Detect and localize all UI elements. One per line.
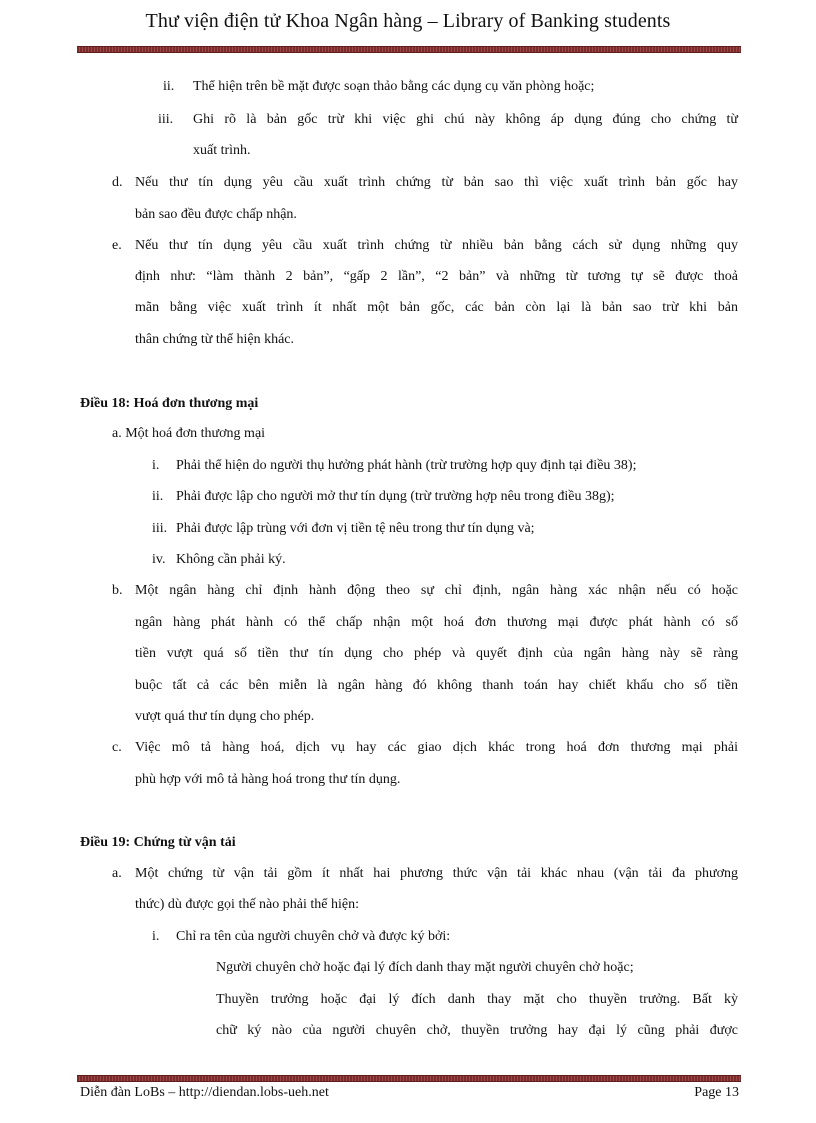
paragraph-line: vượt quá thư tín dụng cho phép. [135,709,315,724]
list-item-text: Phải được lập cho người mở thư tín dụng (trừ trường hợp nêu trong điều 38g); [176,489,615,504]
list-marker: b. [112,583,123,598]
paragraph-line: định như: “làm thành 2 bản”, “gấp 2 lần”, “2 bản” và những từ tương tự sẽ được thoả [135,269,738,284]
paragraph-line: Người chuyên chở hoặc đại lý đích danh thay mặt người chuyên chở hoặc; [216,960,634,975]
list-marker: i. [152,929,160,944]
list-marker: c. [112,740,122,755]
list-marker: ii. [152,489,164,504]
paragraph-line: thức) dù được gọi thế nào phải thể hiện: [135,897,359,912]
paragraph-line: Nếu thư tín dụng yêu cầu xuất trình chứng từ nhiều bản bằng cách sử dụng những quy [135,238,738,253]
footer-rule [77,1075,741,1082]
list-item-text: xuất trình. [193,143,251,158]
list-item-text: Ghi rõ là bản gốc trừ khi việc ghi chú này không áp dụng đúng cho chứng từ [193,112,738,127]
list-marker: d. [112,175,123,190]
page-header-title: Thư viện điện tử Khoa Ngân hàng – Library of Banking students [145,10,671,32]
header-rule [77,46,741,53]
paragraph-line: Một ngân hàng chỉ định hành động theo sự chỉ định, ngân hàng xác nhận nếu có hoặc [135,583,738,598]
paragraph-line: phù hợp với mô tả hàng hoá trong thư tín dụng. [135,772,401,787]
paragraph-line: Thuyền trưởng hoặc đại lý đích danh thay mặt cho thuyền trưởng. Bất kỳ [216,992,738,1007]
paragraph-line: ngân hàng phát hành có thể chấp nhận một hoá đơn thương mại được phát hành có số [135,615,738,630]
paragraph-line: bản sao đều được chấp nhận. [135,207,297,222]
paragraph-line: tiền vượt quá số tiền thư tín dụng cho phép và quyết định của ngân hàng này sẽ ràng [135,646,738,661]
list-item-text: Chỉ ra tên của người chuyên chở và được ký bởi: [176,929,451,944]
paragraph-line: mãn bằng việc xuất trình ít nhất một bản gốc, các bản còn lại là bản sao trừ khi bản [135,300,738,315]
paragraph-line: chữ ký nào của người chuyên chở, thuyền trưởng hay đại lý cũng phải được [216,1023,738,1038]
list-marker: a. [112,866,122,881]
list-item-text: Phải thể hiện do người thụ hưởng phát hành (trừ trường hợp quy định tại điều 38); [176,458,637,473]
paragraph-line: a. Một hoá đơn thương mại [112,426,266,441]
paragraph-line: thân chứng từ thể hiện khác. [135,332,295,347]
article-19-heading: Điều 19: Chứng từ vận tải [80,835,236,850]
paragraph-line: Một chứng từ vận tải gồm ít nhất hai phương thức vận tải khác nhau (vận tải đa phương [135,866,738,881]
list-item-text: Thể hiện trên bề mặt được soạn thảo bằng các dụng cụ văn phòng hoặc; [193,79,595,94]
list-marker: iii. [152,521,168,536]
list-item-text: Phải được lập trùng với đơn vị tiền tệ nêu trong thư tín dụng và; [176,521,535,536]
article-18-heading: Điều 18: Hoá đơn thương mại [80,396,259,411]
list-marker: i. [152,458,160,473]
list-marker: ii. [163,79,175,94]
list-item-text: Không cần phải ký. [176,552,286,567]
paragraph-line: Việc mô tả hàng hoá, dịch vụ hay các giao dịch khác trong hoá đơn thương mại phải [135,740,738,755]
footer-forum-link: Diễn đàn LoBs – http://diendan.lobs-ueh.net [80,1085,329,1100]
list-marker: iv. [152,552,166,567]
list-marker: e. [112,238,122,253]
list-marker: iii. [158,112,174,127]
page-number: Page 13 [694,1085,739,1100]
paragraph-line: buộc tất cả các bên miễn là ngân hàng đó không thanh toán hay chiết khấu cho số tiền [135,678,738,693]
paragraph-line: Nếu thư tín dụng yêu cầu xuất trình chứng từ bản sao thì việc xuất trình bản gốc hay [135,175,738,190]
